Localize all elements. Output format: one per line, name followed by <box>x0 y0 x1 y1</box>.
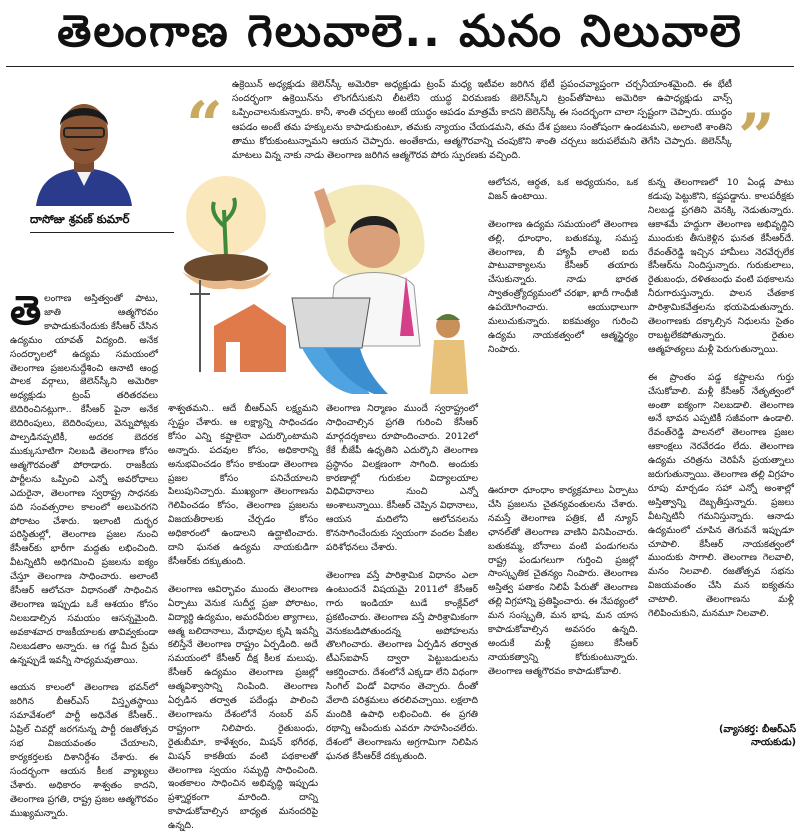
column-3: తెలంగాణ నిర్మాణం ముందే స్వరాష్ట్రంలో సాధించాల్సిన ప్రగతి గురించి కేసీఆర్‌ మార్గదర్శకాలు రూపొందించారు. 2012లో కేకే బీజేపీ ఉధృతిని ఎదుర్కొని తెలంగాణ ప్రస్థానం విలక్షణంగా సాగింది. అందుకు కారణాల్లో గురుకుల విద్యాలయాల విధివిధానాలు నుంచి ఎన్నో అంశాలున్నాయి. కేసీఆర్‌ చెప్పిన విధానాలు, ఆయన మదిలోని ఆలోచనలను కొనసాగించేందుకు స్వయంగా వందల పేజీల పరిశోధనలు చేశారు. తెలంగాణ వస్తే పారిశ్రామిక విధానం ఎలా ఉంటుందనే విషయమై 2011లో కేసీఆర్‌ గారు ఇండియా టుడే కాంక్లేవ్‌లో ప్రకటించారు. తెలంగాణ వస్తే పారిశ్రామికంగా వెనుకబడిపోతుందన్న అపోహలను తొలగించారు. తెలంగాణ ఏర్పడిన తర్వాత టీఎస్‌ఐపాస్‌ ద్వారా పెట్టుబడులను ఆకర్షించారు. దేశంలోనే ఎక్కడా లేని విధంగా సింగిల్‌ విండో విధానం తెచ్చారు. దీంతో వేలాది పరిశ్రమలు తరలివచ్చాయి. లక్షలాది మందికి ఉపాధి లభించింది. ఈ ప్రగతి రథాన్ని ఆపేందుకు ఎవరూ సాహసించలేరు. దేశంలో తెలంగాణను అగ్రగామిగా నిలిపిన ఘనత కేసీఆర్‌కే దక్కుతుంది. <box>326 403 478 762</box>
column-4-bottom: ఊరూరా ధూంధాం కార్యక్రమాలు ఏర్పాటు చేసి ప్రజలను చైతన్యవంతులను చేశారు. నమస్తే తెలంగాణ పత్రిక, టీ న్యూస్‌ ఛానల్‌తో తెలంగాణ వాణిని వినిపించారు. బతుకమ్మ, బోనాలు వంటి పండుగలను రాష్ట్ర పండుగలుగా గుర్తించి ప్రజల్లో సాంస్కృతిక చైతన్యం నింపారు. తెలంగాణ అస్తిత్వ పతాకం నిలిపే పేరుతో తెలంగాణ తల్లి విగ్రహాన్ని ప్రతిష్ఠించారు. ఈ నేపథ్యంలో మన సంస్కృతి, మన భాష, మన యాస కాపాడుకోవాల్సిన అవసరం ఉన్నది. అందుకే మళ్లీ ప్రజలు కేసీఆర్‌ నాయకత్వాన్ని కోరుకుంటున్నారు. తెలంగాణ ఆత్మగౌరవం కాపాడుకోవాలి. <box>488 485 638 677</box>
column-5: కున్న తెలంగాణలో 10 ఏండ్ల పాటు కడుపు పెట్టుకొని, కష్టపడ్డాను. కాలపరీక్షకు నిలబడ్డ ప్రగతిని వెనక్కి నెడుతున్నారు. ఆకాశమే హద్దుగా తెలంగాణ అభివృద్ధిని ముందుకు తీసుకెళ్లిన ఘనత కేసీఆర్‌దే. రేవంత్‌రెడ్డి ఇచ్చిన హామీలు నెరవేర్చలేక కేసీఆర్‌ను నిందిస్తున్నారు. గురుకులాలు, రైతుబంధు, దళితబంధు వంటి పథకాలను నీరుగారుస్తున్నారు. పాలన చేతకాక పారిశ్రామికవేత్తలను భయపెడుతున్నారు. తెలంగాణకు దక్కాల్సిన నిధులను సైతం రాబట్టలేకపోతున్నారు. రైతుల ఆత్మహత్యలు మళ్లీ పెరుగుతున్నాయి. ఈ ప్రాంతం పడ్డ కష్టాలను గుర్తు చేసుకోవాలి. మళ్లీ కేసీఆర్‌ నేతృత్వంలో అంతా ఐక్యంగా నిలబడాలి. తెలంగాణ అనే భావన ఎప్పటికీ సజీవంగా ఉండాలి. రేవంత్‌రెడ్డి పాలనలో తెలంగాణ ప్రజల ఆకాంక్షలు నెరవేరడం లేదు. తెలంగాణ ఉద్యమ చరిత్రను చెరిపేసే ప్రయత్నాలు జరుగుతున్నాయి. తెలంగాణ తల్లి విగ్రహం రూపు మార్చడం సహా ఎన్నో అంశాల్లో అస్తిత్వాన్ని దెబ్బతీస్తున్నారు. ప్రజలు వీటన్నిటినీ గమనిస్తున్నారు. ఆనాడు ఉద్యమంలో చూపిన తెగువనే ఇప్పుడూ చూపాలి. కేసీఆర్‌ నాయకత్వంలో ముందుకు సాగాలి. తెలంగాణ గెలవాలి, మనం నిలవాలి. రజతోత్సవ సభను విజయవంతం చేసి మన ఐక్యతను చాటాలి. తెలంగాణను మళ్లీ గెలిపించుకుని, మనమూ నిలవాలి. <box>648 177 794 620</box>
column-1 <box>10 288 158 819</box>
author-name: దాసోజు శ్రవణ్‌ కుమార్‌ <box>30 212 130 226</box>
column-1-text: లంగాణ అస్తిత్వంతో పాటు, జాతి ఆత్మగౌరవం కాపాడుకునేందుకు కేసీఆర్‌ చేసిన ఉద్యమం యావత్‌ విద్యంది. అనేక సందర్భాలలో ఉద్యమ సమయంలో తెలంగాణ ప్రజలనుద్దేశించి ఆనాటి ఆంధ్ర పాలక వర్గాలు, జెలెన్‌స్కీని అమెరికా అధ్యక్షుడు ట్రంప్‌ తరితరవలు బెదిరించినట్లుగా.. కేసీఆర్‌ పైనా అనేక బెదిరింపులు, బెదిరింపులు, వెన్నుపోట్లకు పాల్పడినప్పటికీ, అదరక బెదరక ముక్కుసూటిగా నిలబడి తెలంగాణ కోసం ఆత్మగౌరవంతో పోరాడారు. రాజకీయ పార్టీలను ఒప్పించి ఎన్నో అవరోధాలు ఎదురైనా, తెలంగాణ స్వరాష్ట్ర సాధనకు పది సంవత్సరాల కాలంలో అలుపెరగని పోరాటం చేశారు. ఇలాంటి దుర్భర పరిస్థితుల్లో, తెలంగాణ ప్రజల నుంచి కేసీఆర్‌కు భారీగా మద్దతు లభించింది. వీటన్నిటినీ అధిగమించి ప్రజలను ఐక్యం చేస్తూ తెలంగాణ సాధించారు. అలాంటి కేసీఆర్‌ ఆలోచనా విధానంతో సాధించిన తెలంగాణ ఇప్పుడు ఒకే ఆశయం కోసం నిలబడాల్సిన సమయం ఆసన్నమైంది. అవకాశవాద రాజకీయాలకు తావివ్వకుండా నిలబడతాం అన్నారు. ఆ గడ్డ మీద ప్రేమ ఉన్నప్పుడే ఇవన్నీ సాధ్యమవుతాయి. ఆయన కాలంలో తెలంగాణ భవన్‌లో జరిగిన బీఆర్‌ఎస్‌ విస్తృతస్థాయి సమావేశంలో పార్టీ అధినేత కేసీఆర్‌.. ఏప్రిల్‌ చివర్లో జరగనున్న పార్టీ రజతోత్సవ సభ విజయవంతం చేయాలని, కార్యకర్తలకు దిశానిర్దేశం చేశారు. ఈ సందర్భంగా ఆయన కీలక వ్యాఖ్యలు చేశారు. అధికారం శాశ్వతం కాదని, తెలంగాణ ప్రగతి, రాష్ట్ర ప్రజల ఆత్మగౌరవం ముఖ్యమన్నారు. <box>10 293 158 819</box>
close-quote-icon: ” <box>738 100 775 175</box>
illustration <box>174 176 478 394</box>
headline-rule <box>6 66 794 67</box>
illustration-art <box>174 176 478 394</box>
column-2: శాశ్వతమని.. ఆదే బీఆర్‌ఎస్‌ లక్ష్యమని స్పష్టం చేశారు. ఆ లక్ష్యాన్ని సాధించడం కోసం ఎన్ని కష్టాలైనా ఎదుర్కొంటామని అన్నారు. పదవుల కోసం, అధికారాన్ని అనుభవించడం కోసం కాకుండా తెలంగాణ ప్రజల కోసం పనిచేయాలని పిలుపునిచ్చారు. ముఖ్యంగా తెలంగాణను గెలిపించడం కోసం, తెలంగాణ ప్రజలను విజయతీరాలకు చేర్చడం కోసం అధికారంలో ఉండాలని ఉద్ఘాటించారు. దాని ఘనత ఉద్యమ నాయకుడిగా కేసీఆర్‌కు దక్కుతుంది. తెలంగాణ ఆవిర్భావం ముందు తెలంగాణ ఏర్పాటు వెనుక సుదీర్ఘ ప్రజా పోరాటం, విద్యార్థి ఉద్యమం, అమరవీరుల త్యాగాలు, ఆత్మ బలిదానాలు, మేధావుల కృషి ఇవన్నీ కలిస్తేనే తెలంగాణ రాష్ట్రం ఏర్పడింది. అదే సమయంలో కేసీఆర్‌ దీక్ష కీలక మలుపు. కేసీఆర్‌ ఉద్యమం తెలంగాణ ప్రజల్లో ఆత్మవిశ్వాసాన్ని నింపింది. తెలంగాణ ఏర్పడిన తర్వాత పదేండ్లు పాలించి తెలంగాణను దేశంలోనే నంబర్‌ వన్‌ రాష్ట్రంగా నిలిపారు. రైతుబంధు, రైతుబీమా, కాళేశ్వరం, మిషన్‌ భగీరథ, మిషన్‌ కాకతీయ వంటి పథకాలతో తెలంగాణ స్వయం సమృద్ధి సాధించింది. ఇంతకాలం సాధించిన అభివృద్ధి ఇప్పుడు ప్రశ్నార్థకంగా మారింది. దాన్ని కాపాడుకోవాల్సిన బాధ్యత మనందరిపై ఉన్నది. <box>168 403 318 832</box>
open-quote-icon: “ <box>186 88 223 163</box>
author-rule <box>30 232 180 233</box>
dropcap: తె <box>10 288 42 334</box>
intro-paragraph: ఉక్రెయిన్‌ అధ్యక్షుడు జెలెన్‌స్కీ అమెరికా అధ్యక్షుడు ట్రంప్‌ మధ్య ఇటీవల జరిగిన భేటీ ప్రపంచవ్యాప్తంగా చర్చనీయాంశమైంది. ఈ భేటీ సందర్భంగా ఉక్రెయిన్‌ను లొంగదీసుకుని లీటలేని యుద్ధ విరమణకు జెలెన్‌స్కీని ట్రంప్‌తోపాటు అమెరికా ఉపాధ్యక్షుడు వాన్స్‌ ఒప్పించాలనుకున్నారు. కానీ, శాంతి చర్చలు అంటే యుద్ధం ఆపడం మాత్రమే కాదని జెలెన్‌స్కీ ఈ సందర్భంగా చాలా స్పష్టంగా చెప్పారు. యుద్ధం ఆపడం అంటే తమ హక్కులను కాపాడుకుంటూ, తమకు న్యాయం చేయడమని, తమ దేశ ప్రజలు సంతోషంగా ఉండటమని, అలాంటి శాంతిని తాము కోరుకుంటున్నామని ఆయన చెప్పారు. అంతేకాదు, ఆత్మగౌరవాన్ని చంపుకొని శాంతి చర్చలు జరుపలేమని తెగేసి చెప్పారు. జెలెన్‌స్కీ మాటలు విన్న నాకు నాడు తెలంగాణ జరిగిన ఆత్మగౌరవ పోరు స్ఫురణకు వచ్చింది. <box>232 79 732 162</box>
headline: తెలంగాణ గెలువాలె.. మనం నిలువాలె <box>57 6 743 57</box>
author-photo <box>30 82 138 206</box>
writer-byline: (వ్యాసకర్త: బీఆర్‌ఎస్‌ నాయకుడు) <box>719 724 796 748</box>
column-4-top: ఆలోచన, ఆర్ధత, ఒక అధ్యయనం, ఒక విజన్‌ ఉంటాయి. తెలంగాణ ఉద్యమ సమయంలో తెలంగాణ తల్లి, ధూంధాం, బతుకమ్మ, సమస్త తెలంగాణ, బీ హ్యాపీ లాంటి ఐదు పాటువాక్యాలను కేసీఆర్‌ తయారు చేసుకున్నారు. నాడు భారత స్వాతంత్ర్యోద్యమంలో చరఖా, ఖాదీ గాంధీజీ ఉపయోగించారు. ఆయుధాలుగా మలుచుకున్నారు. ఐకమత్యం గురించి ఉద్యమ నాయకత్వంలో ఆత్మస్థైర్యం నింపారు. <box>488 177 638 355</box>
author-photo-illustration <box>30 82 138 206</box>
